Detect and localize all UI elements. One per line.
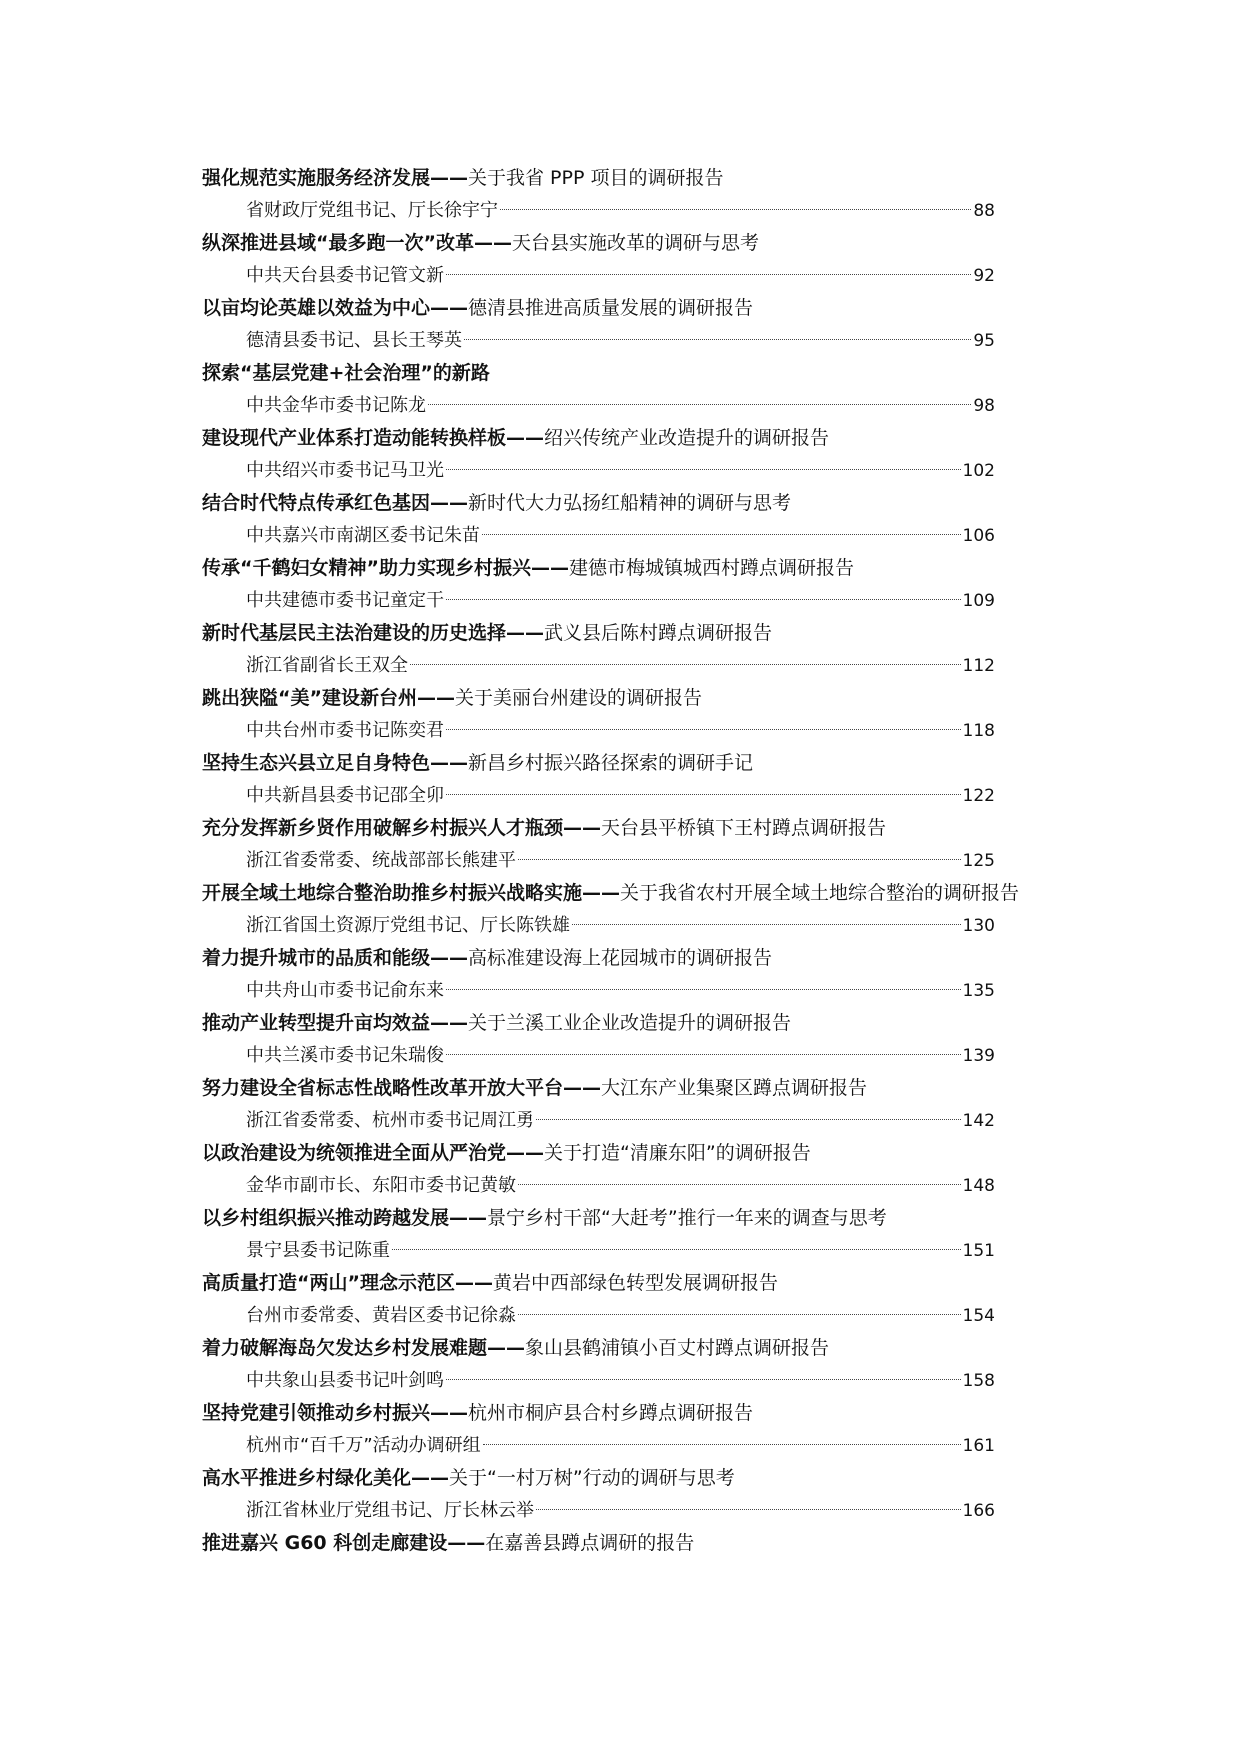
toc-title-line bbox=[160, 1007, 1080, 1040]
toc-author: 中共台州市委书记陈奕君 bbox=[246, 720, 444, 741]
toc-subtitle: 关于“一村万树”行动的调研与思考 bbox=[449, 1467, 735, 1489]
toc-author: 中共建德市委书记童定干 bbox=[246, 590, 444, 611]
toc-subtitle: 天台县平桥镇下王村蹲点调研报告 bbox=[601, 817, 887, 839]
toc-title-line bbox=[160, 682, 1080, 715]
toc-page-number: 109 bbox=[962, 591, 995, 611]
dot-leader bbox=[446, 274, 971, 275]
toc-page-number: 148 bbox=[962, 1176, 995, 1196]
toc-subtitle: 绍兴传统产业改造提升的调研报告 bbox=[544, 427, 830, 449]
toc-author-line bbox=[160, 520, 1080, 552]
toc-subtitle: 德清县推进高质量发展的调研报告 bbox=[468, 297, 754, 319]
toc-title: 坚持生态兴县立足自身特色 bbox=[202, 752, 431, 774]
toc-page-number: 102 bbox=[962, 461, 995, 481]
toc-title: 以乡村组织振兴推动跨越发展 bbox=[202, 1207, 450, 1229]
toc-author-line bbox=[160, 1105, 1080, 1137]
toc-author: 景宁县委书记陈重 bbox=[246, 1240, 390, 1261]
toc-author: 省财政厅党组书记、厅长徐宇宁 bbox=[246, 200, 498, 221]
toc-author-line bbox=[160, 650, 1080, 682]
toc-dash: —— bbox=[530, 557, 569, 579]
toc-subtitle: 建德市梅城镇城西村蹲点调研报告 bbox=[568, 557, 854, 579]
toc-entry bbox=[160, 422, 1080, 487]
toc-author: 中共绍兴市委书记马卫光 bbox=[246, 460, 444, 481]
toc-title: 开展全域土地综合整治助推乡村振兴战略实施 bbox=[202, 882, 583, 904]
toc-entry bbox=[160, 1137, 1080, 1202]
toc-subtitle: 象山县鹤浦镇小百丈村蹲点调研报告 bbox=[525, 1337, 830, 1359]
toc-dash: —— bbox=[487, 1337, 526, 1359]
toc-title: 高水平推进乡村绿化美化 bbox=[202, 1467, 412, 1489]
dot-leader bbox=[428, 404, 971, 405]
toc-author: 中共嘉兴市南湖区委书记朱苗 bbox=[246, 525, 480, 546]
toc-author: 德清县委书记、县长王琴英 bbox=[246, 330, 462, 351]
toc-author-line bbox=[160, 1040, 1080, 1072]
dot-leader bbox=[446, 469, 961, 470]
toc-title: 推动产业转型提升亩均效益 bbox=[202, 1012, 431, 1034]
toc-author: 中共天台县委书记管文新 bbox=[246, 265, 444, 286]
dot-leader bbox=[464, 339, 971, 340]
toc-author-line bbox=[160, 390, 1080, 422]
toc-title-line bbox=[160, 422, 1080, 455]
toc-title-line bbox=[160, 227, 1080, 260]
toc-author-line bbox=[160, 975, 1080, 1007]
toc-dash: —— bbox=[506, 1142, 545, 1164]
toc-dash: —— bbox=[430, 947, 469, 969]
dot-leader bbox=[392, 1249, 961, 1250]
toc-title-line bbox=[160, 617, 1080, 650]
toc-title-line bbox=[160, 1527, 1080, 1560]
toc-page-number: 122 bbox=[962, 786, 995, 806]
toc-page-number: 161 bbox=[962, 1436, 995, 1456]
toc-title-line bbox=[160, 357, 1080, 390]
toc-page-number: 112 bbox=[962, 656, 995, 676]
toc-title: 推进嘉兴 G60 科创走廊建设 bbox=[202, 1532, 448, 1554]
toc-page-number: 130 bbox=[962, 916, 995, 936]
toc-page-number: 142 bbox=[962, 1111, 995, 1131]
toc-title: 高质量打造“两山”理念示范区 bbox=[202, 1272, 455, 1294]
toc-author-line bbox=[160, 780, 1080, 812]
toc-author: 浙江省委常委、杭州市委书记周江勇 bbox=[246, 1110, 534, 1131]
table-of-contents bbox=[160, 162, 1080, 1560]
toc-author: 浙江省副省长王双全 bbox=[246, 655, 408, 676]
toc-entry bbox=[160, 552, 1080, 617]
toc-author-line bbox=[160, 195, 1080, 227]
toc-entry bbox=[160, 162, 1080, 227]
toc-title: 跳出狭隘“美”建设新台州 bbox=[202, 687, 417, 709]
toc-entry bbox=[160, 1007, 1080, 1072]
dot-leader bbox=[500, 209, 971, 210]
toc-entry bbox=[160, 1332, 1080, 1397]
toc-dash: —— bbox=[430, 752, 469, 774]
toc-author: 杭州市“百千万”活动办调研组 bbox=[246, 1435, 481, 1456]
toc-title-line bbox=[160, 552, 1080, 585]
toc-author: 中共舟山市委书记俞东来 bbox=[246, 980, 444, 1001]
toc-entry bbox=[160, 487, 1080, 552]
toc-entry bbox=[160, 877, 1080, 942]
dot-leader bbox=[483, 1444, 961, 1445]
toc-title-line bbox=[160, 1332, 1080, 1365]
toc-title-line bbox=[160, 942, 1080, 975]
toc-author: 中共象山县委书记叶剑鸣 bbox=[246, 1370, 444, 1391]
toc-title-line bbox=[160, 812, 1080, 845]
toc-title: 着力破解海岛欠发达乡村发展难题 bbox=[202, 1337, 488, 1359]
toc-entry bbox=[160, 682, 1080, 747]
toc-subtitle: 大江东产业集聚区蹲点调研报告 bbox=[601, 1077, 868, 1099]
toc-dash: —— bbox=[447, 1532, 486, 1554]
toc-title: 建设现代产业体系打造动能转换样板 bbox=[202, 427, 507, 449]
toc-dash: —— bbox=[430, 492, 469, 514]
dot-leader bbox=[536, 1119, 961, 1120]
dot-leader bbox=[410, 664, 961, 665]
toc-author-line bbox=[160, 585, 1080, 617]
toc-entry bbox=[160, 617, 1080, 682]
dot-leader bbox=[446, 1379, 961, 1380]
toc-page-number: 118 bbox=[962, 721, 995, 741]
toc-author: 金华市副市长、东阳市委书记黄敏 bbox=[246, 1175, 516, 1196]
toc-dash: —— bbox=[411, 1467, 450, 1489]
toc-title-line bbox=[160, 747, 1080, 780]
toc-title: 着力提升城市的品质和能级 bbox=[202, 947, 431, 969]
toc-author-line bbox=[160, 910, 1080, 942]
toc-title-line bbox=[160, 487, 1080, 520]
toc-dash: —— bbox=[430, 297, 469, 319]
toc-page-number: 139 bbox=[962, 1046, 995, 1066]
toc-subtitle: 关于兰溪工业企业改造提升的调研报告 bbox=[468, 1012, 792, 1034]
toc-dash: —— bbox=[416, 687, 455, 709]
toc-title: 探索“基层党建+社会治理”的新路 bbox=[202, 362, 490, 384]
toc-subtitle: 武义县后陈村蹲点调研报告 bbox=[544, 622, 773, 644]
toc-author-line bbox=[160, 1495, 1080, 1527]
toc-page-number: 154 bbox=[962, 1306, 995, 1326]
toc-subtitle: 关于我省 PPP 项目的调研报告 bbox=[468, 167, 724, 189]
toc-entry bbox=[160, 942, 1080, 1007]
toc-subtitle: 杭州市桐庐县合村乡蹲点调研报告 bbox=[468, 1402, 754, 1424]
dot-leader bbox=[446, 729, 961, 730]
toc-author: 浙江省委常委、统战部部长熊建平 bbox=[246, 850, 516, 871]
toc-page-number: 158 bbox=[962, 1371, 995, 1391]
toc-title-line bbox=[160, 1202, 1080, 1235]
toc-author-line bbox=[160, 1430, 1080, 1462]
toc-dash: —— bbox=[473, 232, 512, 254]
toc-page-number: 166 bbox=[962, 1501, 995, 1521]
toc-subtitle: 天台县实施改革的调研与思考 bbox=[511, 232, 759, 254]
toc-title: 以亩均论英雄以效益为中心 bbox=[202, 297, 431, 319]
toc-dash: —— bbox=[506, 622, 545, 644]
toc-author-line bbox=[160, 455, 1080, 487]
toc-entry bbox=[160, 227, 1080, 292]
toc-dash: —— bbox=[582, 882, 621, 904]
toc-page-number: 98 bbox=[973, 396, 995, 416]
dot-leader bbox=[518, 1184, 961, 1185]
toc-dash: —— bbox=[430, 1402, 469, 1424]
toc-title: 传承“千鹤妇女精神”助力实现乡村振兴 bbox=[202, 557, 531, 579]
toc-author-line bbox=[160, 1170, 1080, 1202]
toc-subtitle: 在嘉善县蹲点调研的报告 bbox=[485, 1532, 695, 1554]
toc-subtitle: 景宁乡村干部“大赶考”推行一年来的调查与思考 bbox=[487, 1207, 887, 1229]
toc-author: 浙江省国土资源厅党组书记、厅长陈铁雄 bbox=[246, 915, 570, 936]
toc-page-number: 106 bbox=[962, 526, 995, 546]
toc-title: 强化规范实施服务经济发展 bbox=[202, 167, 431, 189]
toc-author: 中共新昌县委书记邵全卯 bbox=[246, 785, 444, 806]
toc-subtitle: 高标准建设海上花园城市的调研报告 bbox=[468, 947, 773, 969]
toc-author: 浙江省林业厅党组书记、厅长林云举 bbox=[246, 1500, 534, 1521]
toc-page-number: 88 bbox=[973, 201, 995, 221]
toc-dash: —— bbox=[454, 1272, 493, 1294]
toc-page-number: 92 bbox=[973, 266, 995, 286]
toc-subtitle: 黄岩中西部绿色转型发展调研报告 bbox=[492, 1272, 778, 1294]
toc-subtitle: 新昌乡村振兴路径探索的调研手记 bbox=[468, 752, 754, 774]
toc-title-line bbox=[160, 1072, 1080, 1105]
toc-entry bbox=[160, 1397, 1080, 1462]
dot-leader bbox=[446, 1054, 961, 1055]
toc-title: 努力建设全省标志性战略性改革开放大平台 bbox=[202, 1077, 564, 1099]
toc-entry bbox=[160, 1202, 1080, 1267]
dot-leader bbox=[572, 924, 961, 925]
toc-title: 以政治建设为统领推进全面从严治党 bbox=[202, 1142, 507, 1164]
toc-page-number: 95 bbox=[973, 331, 995, 351]
toc-subtitle: 关于美丽台州建设的调研报告 bbox=[454, 687, 702, 709]
toc-dash: —— bbox=[563, 1077, 602, 1099]
toc-subtitle: 关于我省农村开展全域土地综合整治的调研报告 bbox=[620, 882, 1020, 904]
toc-entry bbox=[160, 357, 1080, 422]
toc-dash: —— bbox=[506, 427, 545, 449]
dot-leader bbox=[446, 599, 961, 600]
toc-author: 中共兰溪市委书记朱瑞俊 bbox=[246, 1045, 444, 1066]
dot-leader bbox=[536, 1509, 961, 1510]
toc-page-number: 151 bbox=[962, 1241, 995, 1261]
dot-leader bbox=[446, 989, 961, 990]
toc-author-line bbox=[160, 325, 1080, 357]
toc-author-line bbox=[160, 715, 1080, 747]
toc-title-line bbox=[160, 162, 1080, 195]
toc-title-line bbox=[160, 1137, 1080, 1170]
toc-author-line bbox=[160, 1235, 1080, 1267]
toc-page-number: 125 bbox=[962, 851, 995, 871]
toc-page-number: 135 bbox=[962, 981, 995, 1001]
toc-author-line bbox=[160, 845, 1080, 877]
toc-title-line bbox=[160, 1462, 1080, 1495]
toc-dash: —— bbox=[449, 1207, 488, 1229]
toc-entry bbox=[160, 1527, 1080, 1560]
toc-dash: —— bbox=[430, 167, 469, 189]
toc-title: 充分发挥新乡贤作用破解乡村振兴人才瓶颈 bbox=[202, 817, 564, 839]
toc-entry bbox=[160, 292, 1080, 357]
dot-leader bbox=[518, 1314, 961, 1315]
toc-author: 中共金华市委书记陈龙 bbox=[246, 395, 426, 416]
toc-subtitle: 新时代大力弘扬红船精神的调研与思考 bbox=[468, 492, 792, 514]
toc-dash: —— bbox=[430, 1012, 469, 1034]
toc-subtitle: 关于打造“清廉东阳”的调研报告 bbox=[544, 1142, 811, 1164]
toc-dash: —— bbox=[563, 817, 602, 839]
toc-title-line bbox=[160, 292, 1080, 325]
toc-author-line bbox=[160, 1300, 1080, 1332]
toc-entry bbox=[160, 1072, 1080, 1137]
toc-entry bbox=[160, 747, 1080, 812]
toc-entry bbox=[160, 1462, 1080, 1527]
toc-entry bbox=[160, 1267, 1080, 1332]
toc-title: 结合时代特点传承红色基因 bbox=[202, 492, 431, 514]
toc-author-line bbox=[160, 260, 1080, 292]
toc-title: 新时代基层民主法治建设的历史选择 bbox=[202, 622, 507, 644]
toc-title: 纵深推进县域“最多跑一次”改革 bbox=[202, 232, 474, 254]
dot-leader bbox=[518, 859, 961, 860]
dot-leader bbox=[446, 794, 961, 795]
toc-author-line bbox=[160, 1365, 1080, 1397]
toc-title-line bbox=[160, 877, 1080, 910]
toc-author: 台州市委常委、黄岩区委书记徐淼 bbox=[246, 1305, 516, 1326]
toc-title-line bbox=[160, 1397, 1080, 1430]
toc-entry bbox=[160, 812, 1080, 877]
toc-title: 坚持党建引领推动乡村振兴 bbox=[202, 1402, 431, 1424]
dot-leader bbox=[482, 534, 961, 535]
toc-title-line bbox=[160, 1267, 1080, 1300]
